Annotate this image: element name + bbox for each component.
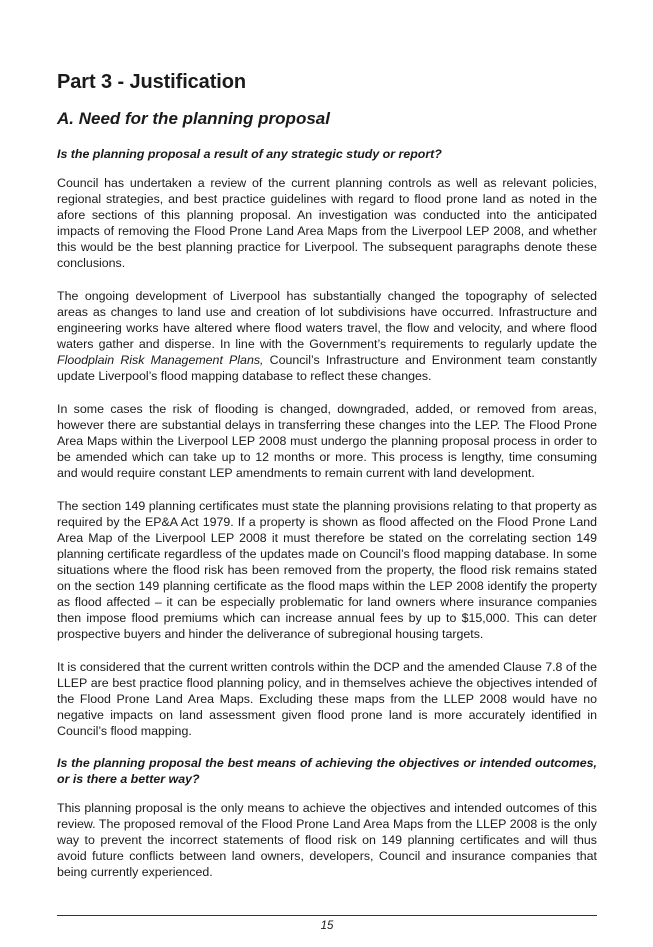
question-heading: Is the planning proposal a result of any strategic study or report?: [57, 147, 442, 161]
question-heading: Is the planning proposal the best means of achieving the objectives or intended outcomes, or is there a better way?: [57, 756, 597, 786]
page-number: 15: [320, 920, 334, 932]
body-paragraph: It is considered that the current written controls within the DCP and the amended Clause 7.8 of the LLEP are best practice flood planning policy, and in themselves achieve the objectives intended of the Flood Prone Land Area Maps. Excluding these maps from the LLEP 2008 would have no negative impacts on land assessment given flood prone land is more accurately identified in Council’s flood mapping.: [57, 660, 597, 738]
emphasized-title: Floodplain Risk Management Plans,: [57, 353, 264, 367]
subsection-title: A. Need for the planning proposal: [57, 109, 330, 128]
body-paragraph: The section 149 planning certificates must state the planning provisions relating to that property as required by the EP&A Act 1979. If a property is shown as flood affected on the Flood Prone Land Area Map of the Liverpool LEP 2008 it must therefore be stated on the correlating section 149 planning certificate regardless of the updates made on Council’s flood mapping database. In some situations where the flood risk has been removed from the property, the flood risk remains stated on the section 149 planning certificate as the flood maps within the LEP 2008 identify the property as flood affected – it can be especially problematic for land owners where insurance companies then impose flood premiums which can increase annual fees by up to $15,000. This can deter prospective buyers and hinder the deliverance of subregional housing targets.: [57, 499, 597, 641]
text-run: Council’s Infrastructure and Environment team constantly update Liverpool’s flood mapping database to reflect these changes.: [57, 353, 597, 383]
body-paragraph: Council has undertaken a review of the current planning controls as well as relevant policies, regional strategies, and best practice guidelines with regard to flood prone land as noted in the afore sections of this planning proposal. An investigation was conducted into the anticipated impacts of removing the Flood Prone Land Area Maps from the Liverpool LEP 2008, and whether this would be the best planning practice for Liverpool. The subsequent paragraphs denote these conclusions.: [57, 176, 597, 270]
body-paragraph: [57, 288, 597, 384]
part-title: Part 3 - Justification: [57, 71, 246, 93]
body-paragraph: In some cases the risk of flooding is changed, downgraded, added, or removed from areas, however there are substantial delays in transferring these changes into the LEP. The Flood Prone Area Maps within the Liverpool LEP 2008 must undergo the planning proposal process in order to be amended which can take up to 12 months or more. This process is lengthy, time consuming and would require constant LEP amendments to remain current with land development.: [57, 402, 597, 480]
footer-divider: [57, 915, 597, 916]
body-paragraph: This planning proposal is the only means to achieve the objectives and intended outcomes of this review. The proposed removal of the Flood Prone Land Area Maps from the LLEP 2008 is the only way to prevent the incorrect statements of flood risk on 149 planning certificates and will thus avoid future conflicts between land owners, developers, Council and insurance companies that being currently experienced.: [57, 801, 597, 879]
document-page: [57, 70, 597, 880]
text-run: The ongoing development of Liverpool has substantially changed the topography of selected areas as changes to land use and creation of lot subdivisions have occurred. Infrastructure and engineering works have altered where flood waters travel, the flow and velocity, and where flood waters gather and disperse. In line with the Government’s requirements to regularly update the: [57, 289, 597, 351]
